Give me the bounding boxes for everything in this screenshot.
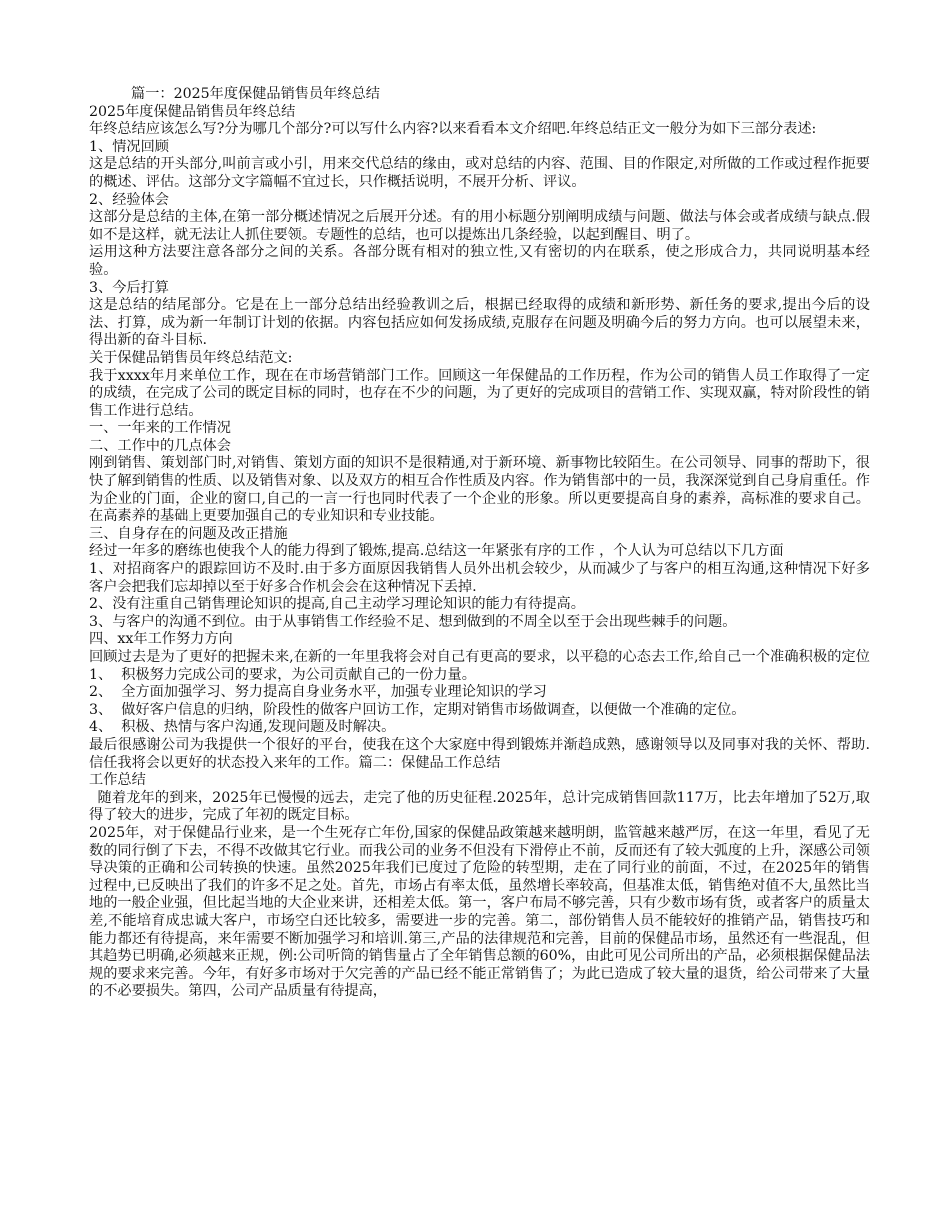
paragraph: 1、对招商客户的跟踪回访不及时.由于多方面原因我销售人员外出机会较少，从而减少了与客户的相互沟通,这种情况下好多客户会把我们忘却掉以至于好多合作机会会在这种情况下丢掉. [89, 561, 870, 595]
paragraph: 3、 做好客户信息的归纳，阶段性的做客户回访工作，定期对销售市场做调查，以便做一个准确的定位。 [89, 701, 746, 718]
paragraph: 这是总结的结尾部分。它是在上一部分总结出经验教训之后，根据已经取得的成绩和新形势、新任务的要求,提出今后的设法、打算，成为新一年制订计划的依据。内容包括应如何发扬成绩,克服存在问题及明确今后的努力方向。也可以展望未来，得出新的奋斗目标. [89, 297, 870, 349]
paragraph: 3、与客户的沟通不到位。由于从事销售工作经验不足、想到做到的不周全以至于会出现些棘手的问题。 [89, 613, 737, 630]
paragraph: 这部分是总结的主体,在第一部分概述情况之后展开分述。有的用小标题分别阐明成绩与问题、做法与体会或者成绩与缺点.假如不是这样，就无法让人抓住要领。专题性的总结，也可以提炼出几条经验，以起到醒目、明了。 [89, 209, 870, 243]
paragraph: 这是总结的开头部分,叫前言或小引，用来交代总结的缘由，或对总结的内容、范围、目的作限定,对所做的工作或过程作扼要的概述、评估。这部分文字篇幅不宜过长，只作概括说明，不展开分析、评议。 [89, 156, 870, 190]
paragraph: 2025年，对于保健品行业来，是一个生死存亡年份,国家的保健品政策越来越明朗，监管越来越严厉，在这一年里，看见了无数的同行倒了下去，不得不改做其它行业。而我公司的业务不但没有下滑停止不前，反而还有了较大弧度的上升，深感公司领导决策的正确和公司转换的快速。虽然2025年我们已度过了危险的转型期，走在了同行业的前面，不过，在2025年的销售过程中,已反映出了我们的许多不足之处。首先，市场占有率太低，虽然增长率较高，但基准太低，销售绝对值不大,虽然比当地的一般企业强，但比起当地的大企业来讲，还相差太低。第一，客户布局不够完善，只有少数市场有货，或者客户的质量太差,不能培育成忠诚大客户，市场空白还比较多，需要进一步的完善。第二，部份销售人员不能较好的推销产品，销售技巧和能力都还有待提高，来年需要不断加强学习和培训.第三,产品的法律规范和完善，目前的保健品市场，虽然还有一些混乱，但其趋势已明确,必须越来正规，例:公司听筒的销售量占了全年销售总额的60%，由此可见公司所出的产品，必须根据保健品法规的要求来完善。今年，有好多市场对于欠完善的产品已经不能正常销售了；为此已造成了较大量的退货，给公司带来了大量的不必要损失。第四，公司产品质量有待提高， [89, 824, 870, 1000]
paragraph: 回顾过去是为了更好的把握未来,在新的一年里我将会对自己有更高的要求，以平稳的心态去工作,给自己一个准确积极的定位1、 积极努力完成公司的要求，为公司贡献自己的一份力量。 [89, 649, 870, 683]
paragraph: 一、一年来的工作情况 [89, 420, 231, 437]
paragraph: 关于保健品销售员年终总结范文: [89, 349, 293, 366]
paragraph: 2025年度保健品销售员年终总结 [89, 103, 296, 120]
paragraph: 篇一：2025年度保健品销售员年终总结 [131, 86, 380, 102]
paragraph: 四、xx年工作努力方向 [89, 631, 233, 648]
paragraph: 我于xxxx年月来单位工作，现在在市场营销部门工作。回顾这一年保健品的工作历程，作为公司的销售人员工作取得了一定的成绩，在完成了公司的既定目标的同时，也存在不少的问题，为了更好的完成项目的营销工作、实现双赢，特对阶段性的销售工作进行总结。 [89, 367, 870, 419]
paragraph: 运用这种方法要注意各部分之间的关系。各部分既有相对的独立性,又有密切的内在联系，使之形成合力，共同说明基本经验。 [89, 244, 870, 278]
paragraph: 最后很感谢公司为我提供一个很好的平台，使我在这个大家庭中得到锻炼并渐趋成熟，感谢领导以及同事对我的关怀、帮助.信任我将会以更好的状态投入来年的工作。篇二：保健品工作总结 [89, 736, 870, 771]
paragraph: 1、情况回顾 [89, 138, 169, 155]
paragraph: 二、工作中的几点体会 [89, 437, 231, 454]
paragraph: 2、没有注重自己销售理论知识的提高,自己主动学习理论知识的能力有待提高。 [89, 596, 585, 613]
paragraph: 刚到销售、策划部门时,对销售、策划方面的知识不是很精通,对于新环境、新事物比较陌生。在公司领导、同事的帮助下，很快了解到销售的性质、以及销售对象、以及双方的相互合作性质及内容。作为销售部中的一员，我深深觉到自己身肩重任。作为企业的门面，企业的窗口,自己的一言一行也同时代表了一个企业的形象。所以更要提高自身的素养，高标准的要求自己。在高素养的基础上更要加强自己的专业知识和专业技能。 [89, 455, 870, 525]
paragraph: 2、经验体会 [89, 191, 169, 208]
document-body [89, 86, 870, 1001]
paragraph: 工作总结 [89, 772, 146, 789]
paragraph: 经过一年多的磨练也使我个人的能力得到了锻炼,提高.总结这一年紧张有序的工作 ，个人认为可总结以下几方面 [89, 543, 784, 560]
paragraph: 年终总结应该怎么写?分为哪几个部分?可以写什么内容?以来看看本文介绍吧.年终总结正文一般分为如下三部分表述: [89, 121, 817, 138]
paragraph: 2、 全方面加强学习、努力提高自身业务水平，加强专业理论知识的学习 [89, 684, 547, 701]
paragraph: 三、自身存在的问题及改正措施 [89, 525, 288, 542]
paragraph: 3、今后打算 [89, 279, 169, 296]
paragraph: 4、 积极、热情与客户沟通,发现问题及时解决。 [89, 719, 396, 736]
paragraph: 随着龙年的到来，2025年已慢慢的远去，走完了他的历史征程.2025年，总计完成销售回款117万，比去年增加了52万,取得了较大的进步，完成了年初的既定目标。 [89, 789, 870, 824]
